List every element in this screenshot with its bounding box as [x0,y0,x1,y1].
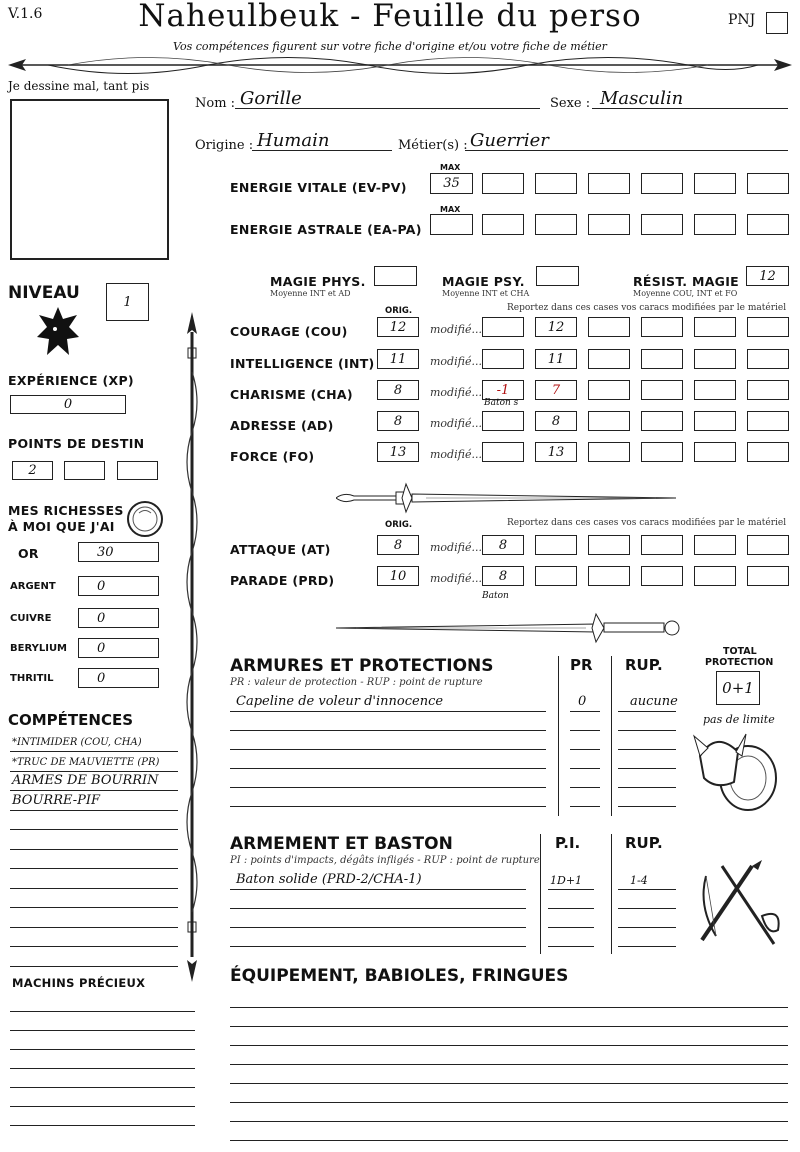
richesse-label: BERYLIUM [10,643,68,654]
equipement-line [230,1007,788,1008]
ea-track-box[interactable] [535,214,577,235]
machins-title: MACHINS PRÉCIEUX [12,976,146,990]
metier-value[interactable]: Guerrier [470,130,549,151]
competence-line [10,751,178,752]
equipement-title: ÉQUIPEMENT, BABIOLES, FRINGUES [230,966,569,986]
machin-line [10,1106,195,1107]
ea-max-label: MAX [440,205,461,214]
equipement-line [230,1045,788,1046]
modifie-label: modifié... [430,448,482,461]
richesse-box[interactable]: 0 [78,576,159,596]
armure-pr-line [570,730,600,731]
armure-line [230,787,546,788]
carac-orig-box[interactable]: 12 [377,317,419,337]
carac-extra-box[interactable] [588,411,630,431]
machin-line [10,1030,195,1031]
ev-track-box[interactable] [694,173,736,194]
carac-extra-box[interactable] [641,380,683,400]
arme-pi-line [548,908,594,909]
carac-label: CHARISME (CHA) [230,387,353,402]
combat-extra-box[interactable] [694,535,736,555]
modifie-label: modifié... [430,355,482,368]
ev-label: ENERGIE VITALE (EV-PV) [230,180,407,195]
carac-final-box[interactable]: 7 [535,380,577,400]
armures-col-pr: PR [570,656,593,674]
ev-track-box[interactable] [588,173,630,194]
modifie-label: modifié... [430,323,482,336]
armure-line [230,806,546,807]
combat-extra-box[interactable] [641,566,683,586]
carac-extra-box[interactable] [694,349,736,369]
combat-extra-box[interactable] [588,535,630,555]
resist-magie-box[interactable]: 12 [746,266,789,286]
richesse-label: CUIVRE [10,613,52,624]
carac-extra-box[interactable] [588,380,630,400]
armure-pr-line [570,806,600,807]
machin-line [10,1087,195,1088]
combat-extra-box[interactable] [694,566,736,586]
armures-title: ARMURES ET PROTECTIONS [230,656,494,676]
equipement-line [230,1121,788,1122]
arme-rup-line [618,927,676,928]
arme-name-1[interactable]: Baton solide (PRD-2/CHA-1) [236,872,422,887]
modifie-label: modifié... [430,572,482,585]
destin-box-1[interactable]: 2 [12,461,53,480]
xp-label: EXPÉRIENCE (XP) [8,373,134,388]
subtitle: Vos compétences figurent sur votre fiche d'origine et/ou votre fiche de métier [173,40,607,53]
armure-rup-line [618,711,676,712]
magie-psy-box[interactable] [536,266,579,286]
armure-pr-line [570,749,600,750]
armure-line [230,730,546,731]
carac-orig-box[interactable]: 11 [377,349,419,369]
competence-line [10,829,178,830]
carac-extra-box[interactable] [747,317,789,337]
arme-rup-line [618,946,676,947]
combat-extra-box[interactable] [535,535,577,555]
competence-line [10,868,178,869]
competence-line [10,927,178,928]
carac-final-box[interactable]: 11 [535,349,577,369]
modifie-label: modifié... [430,541,482,554]
armure-line [230,749,546,750]
richesses-label-1: MES RICHESSES [8,503,124,518]
total-protection-box[interactable]: 0+1 [716,671,760,705]
version-label: V.1.6 [8,6,43,22]
armure-rup-line [618,787,676,788]
arme-rup-line [618,889,676,890]
richesse-label: OR [18,546,39,561]
competence-line [10,946,178,947]
ev-max-box[interactable]: 35 [430,173,473,194]
resist-magie-label: RÉSIST. MAGIE [633,274,740,289]
arme-line [230,946,526,947]
magie-psy-sub: Moyenne INT et CHA [442,289,530,298]
carac-orig-box[interactable]: 8 [377,380,419,400]
equipement-line [230,1064,788,1065]
weapons-icon [692,856,788,952]
carac-extra-box[interactable] [694,380,736,400]
competence-line [10,907,178,908]
armure-pr-line [570,768,600,769]
dragon-icon [33,303,83,361]
vertical-spear-icon [180,312,204,982]
carac-extra-box[interactable] [641,411,683,431]
competence-line [10,849,178,850]
spear-divider-icon [8,52,792,78]
armure-pr-1[interactable]: 0 [578,694,587,709]
armement-title: ARMEMENT ET BASTON [230,834,453,854]
equipement-line [230,1026,788,1027]
competence-item[interactable]: BOURRE-PIF [12,792,101,808]
armure-name-1[interactable]: Capeline de voleur d'innocence [236,694,444,709]
sexe-label: Sexe : [550,96,591,111]
total-label-1: TOTAL [723,646,757,657]
destin-label: POINTS DE DESTIN [8,436,145,451]
machin-line [10,1125,195,1126]
combat-note: Reportez dans ces cases vos caracs modifiées par le matériel [507,518,787,528]
nom-value[interactable]: Gorille [240,88,302,109]
equipement-line [230,1102,788,1103]
arme-line [230,889,526,890]
armure-line [230,711,546,712]
armure-rup-1[interactable]: aucune [630,694,678,709]
carac-final-box[interactable]: 8 [535,411,577,431]
total-label-2: PROTECTION [705,657,774,668]
carac-mod-box[interactable] [482,442,524,462]
carac-orig-box[interactable]: 13 [377,442,419,462]
arme-pi-line [548,927,594,928]
combat-orig-box[interactable]: 10 [377,566,419,586]
ea-track-box[interactable] [641,214,683,235]
carac-final-box[interactable]: 13 [535,442,577,462]
carac-extra-box[interactable] [747,380,789,400]
xp-box[interactable]: 0 [10,395,126,414]
arme-pi-1[interactable]: 1D+1 [550,874,583,887]
ea-track-box[interactable] [694,214,736,235]
machin-line [10,1011,195,1012]
helmet-shield-icon [692,726,782,816]
carac-mod-box[interactable] [482,349,524,369]
armures-col-rup: RUP. [625,656,663,674]
armement-col-pi: P.I. [555,834,581,852]
armure-rup-line [618,730,676,731]
caracs-orig-label: ORIG. [385,306,413,316]
arme-line [230,908,526,909]
equipement-line [230,1083,788,1084]
carac-extra-box[interactable] [641,317,683,337]
carac-extra-box[interactable] [588,442,630,462]
carac-extra-box[interactable] [588,349,630,369]
carac-extra-box[interactable] [694,411,736,431]
machin-line [10,1068,195,1069]
carac-extra-box[interactable] [694,442,736,462]
machin-line [10,1049,195,1050]
arme-pi-line [548,889,594,890]
richesse-box[interactable]: 0 [78,668,159,688]
caracs-annot: Baton s [484,398,519,408]
combat-extra-box[interactable] [747,535,789,555]
richesse-label: ARGENT [10,581,56,592]
combat-orig-label: ORIG. [385,520,413,530]
armures-sub: PR : valeur de protection - RUP : point de rupture [230,677,483,688]
combat-extra-box[interactable] [588,566,630,586]
combat-extra-box[interactable] [535,566,577,586]
destin-box-3[interactable] [117,461,158,480]
competences-title: COMPÉTENCES [8,711,134,729]
carac-extra-box[interactable] [641,349,683,369]
carac-mod-box[interactable]: -1 [482,380,524,400]
arme-line [230,927,526,928]
armure-rup-line [618,768,676,769]
carac-extra-box[interactable] [747,442,789,462]
niveau-box[interactable]: 1 [106,283,149,321]
armure-pr-line [570,787,600,788]
carac-extra-box[interactable] [747,349,789,369]
richesse-label: THRITIL [10,673,54,684]
coin-icon [126,500,164,538]
carac-extra-box[interactable] [588,317,630,337]
armure-line [230,768,546,769]
nom-label: Nom : [195,96,236,111]
competence-line [10,790,178,791]
modifie-label: modifié... [430,386,482,399]
ea-max-box[interactable] [430,214,473,235]
armure-pr-line [570,711,600,712]
magie-phys-sub: Moyenne INT et AD [270,289,351,298]
ev-max-label: MAX [440,163,461,172]
ev-track-box[interactable] [535,173,577,194]
carac-label: FORCE (FO) [230,449,315,464]
armement-col-rup: RUP. [625,834,663,852]
competence-item[interactable]: ARMES DE BOURRIN [12,773,159,788]
armure-rup-line [618,749,676,750]
carac-label: INTELLIGENCE (INT) [230,356,375,371]
competence-line [10,966,178,967]
combat-final-box[interactable]: 8 [482,566,524,586]
origine-value[interactable]: Humain [257,130,330,151]
ea-track-box[interactable] [482,214,524,235]
carac-mod-box[interactable] [482,317,524,337]
carac-label: ADRESSE (AD) [230,418,334,433]
sexe-value[interactable]: Masculin [600,88,684,109]
competence-item[interactable]: *INTIMIDER (COU, CHA) [12,737,142,748]
competence-line [10,810,178,811]
armement-sub: PI : points d'impacts, dégâts infligés - RUP : point de rupture [230,855,540,866]
portrait-caption: Je dessine mal, tant pis [8,79,150,93]
carac-extra-box[interactable] [747,411,789,431]
destin-box-2[interactable] [64,461,105,480]
portrait-frame[interactable] [10,99,169,260]
competence-item[interactable]: *TRUC DE MAUVIETTE (PR) [12,756,160,768]
arme-pi-line [548,946,594,947]
combat-label: PARADE (PRD) [230,573,335,588]
ev-track-box[interactable] [747,173,789,194]
ea-label: ENERGIE ASTRALE (EA-PA) [230,222,422,237]
carac-label: COURAGE (COU) [230,324,348,339]
magie-phys-box[interactable] [374,266,417,286]
competence-line [10,888,178,889]
carac-orig-box[interactable]: 8 [377,411,419,431]
arme-rup-line [618,908,676,909]
richesse-box[interactable]: 0 [78,608,159,628]
modifie-label: modifié... [430,417,482,430]
combat-orig-box[interactable]: 8 [377,535,419,555]
combat-extra-box[interactable] [747,566,789,586]
resist-magie-sub: Moyenne COU, INT et FO [633,289,738,298]
origine-label: Origine : [195,138,254,153]
sword-icon-1 [336,478,686,518]
page-title: Naheulbeuk - Feuille du perso [138,0,642,34]
pnj-label: PNJ [728,12,756,28]
armure-rup-line [618,806,676,807]
combat-label: ATTAQUE (AT) [230,542,331,557]
pnj-checkbox[interactable] [766,12,788,34]
combat-annot: Baton [482,591,509,601]
carac-final-box[interactable]: 12 [535,317,577,337]
equipement-line [230,1140,788,1141]
magie-psy-label: MAGIE PSY. [442,274,525,289]
carac-mod-box[interactable] [482,411,524,431]
combat-final-box[interactable]: 8 [482,535,524,555]
carac-extra-box[interactable] [641,442,683,462]
caracs-note: Reportez dans ces cases vos caracs modifiées par le matériel [507,303,787,313]
combat-extra-box[interactable] [641,535,683,555]
richesse-box[interactable]: 0 [78,638,159,658]
ea-track-box[interactable] [747,214,789,235]
richesse-box[interactable]: 30 [78,542,159,562]
niveau-label: NIVEAU [8,283,80,303]
ev-track-box[interactable] [641,173,683,194]
ev-track-box[interactable] [482,173,524,194]
sword-icon-2 [336,606,686,646]
richesses-label-2: À MOI QUE J'AI [8,519,115,534]
protection-limit: pas de limite [703,713,775,726]
metier-label: Métier(s) : [398,138,468,153]
competence-line [10,771,178,772]
magie-phys-label: MAGIE PHYS. [270,274,366,289]
arme-rup-1[interactable]: 1-4 [630,874,648,887]
carac-extra-box[interactable] [694,317,736,337]
ea-track-box[interactable] [588,214,630,235]
